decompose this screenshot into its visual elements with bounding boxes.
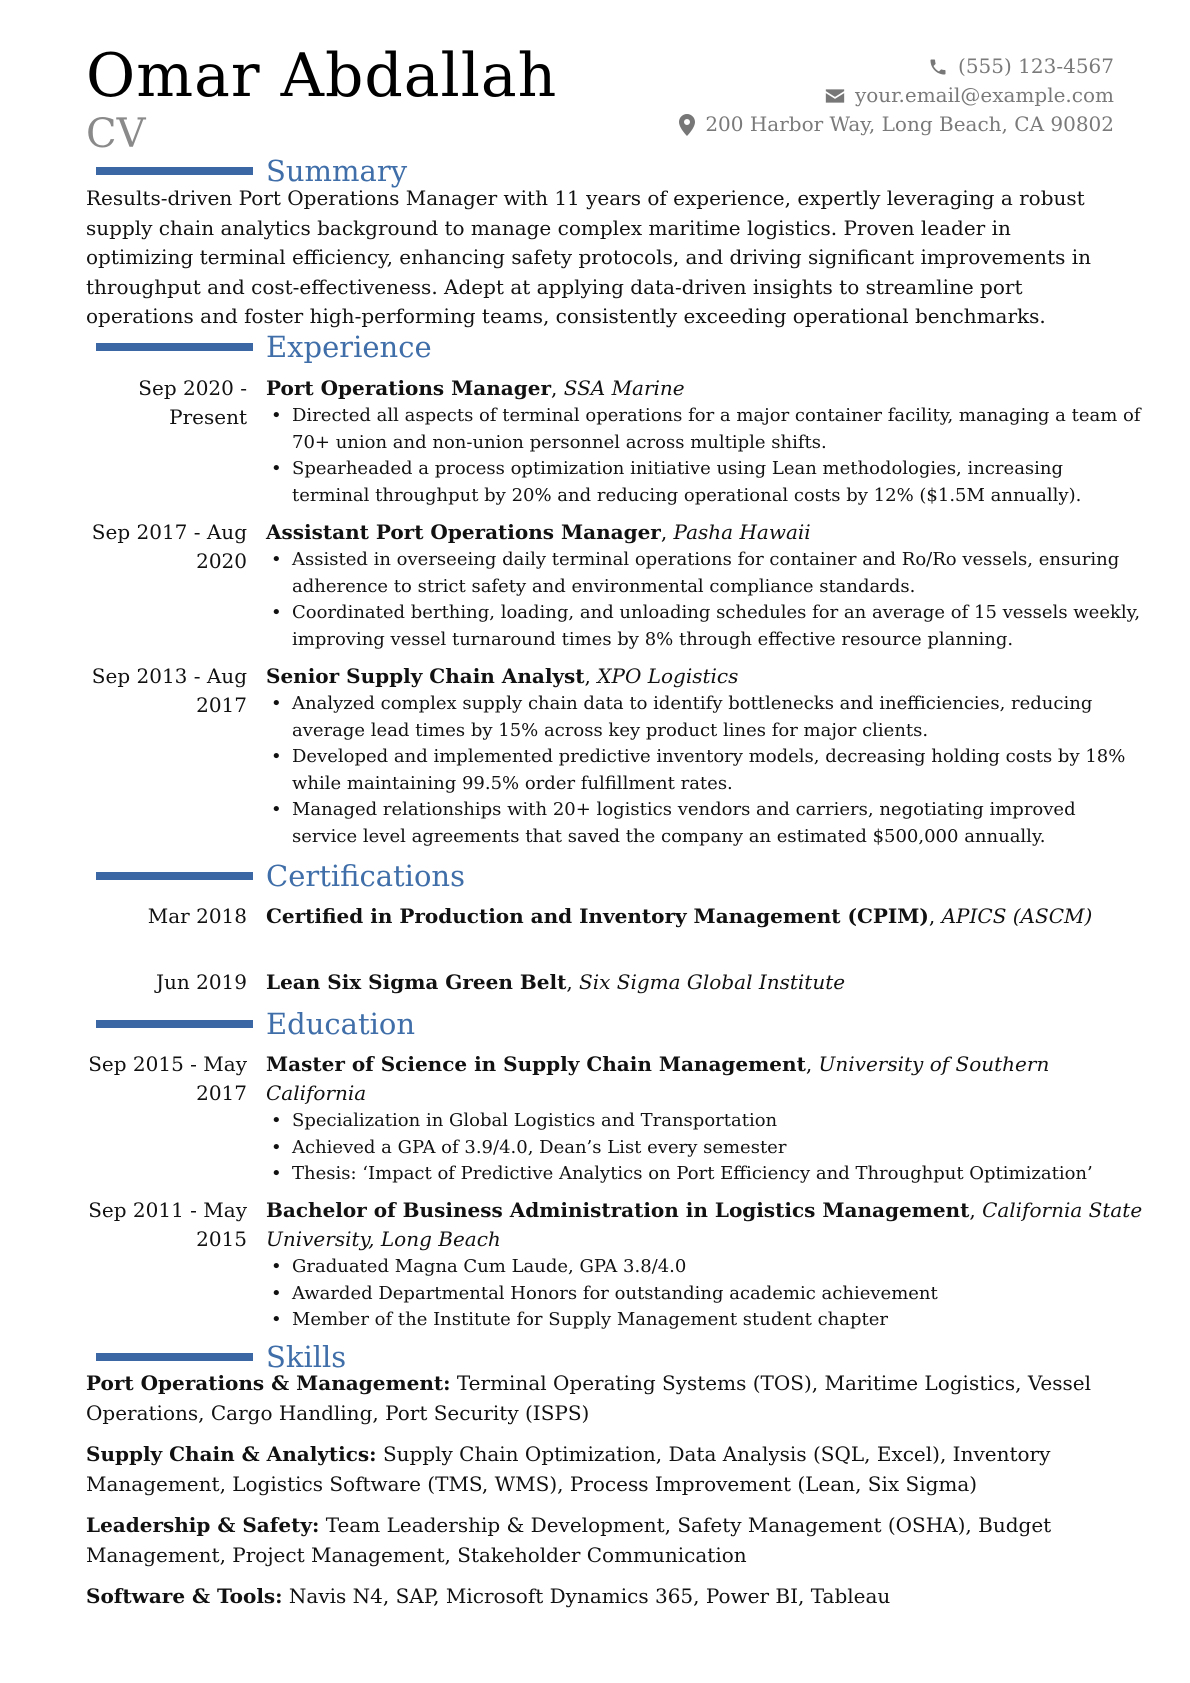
- list-item: • Thesis: ‘Impact of Predictive Analytics on Port Efficiency and Throughput Optimization’: [266, 1161, 1146, 1188]
- section-accent-bar: [96, 343, 253, 351]
- entry-date: Sep 2015 - May 2017: [88, 1052, 247, 1105]
- section-accent-bar: [96, 1020, 253, 1028]
- contact-block: [679, 52, 1114, 139]
- entry-heading: Master of Science in Supply Chain Management, University of Southern California: [266, 1052, 1050, 1105]
- skill-group-text: Terminal Operating Systems (TOS), Maritime Logistics, Vessel Operations, Cargo Handling, Port Security (ISPS): [86, 1371, 1092, 1425]
- list-item: • Assisted in overseeing daily terminal operations for container and Ro/Ro vessels, ensuring adherence to strict safety and environmental compliance standards.: [266, 547, 1146, 600]
- section-title: Education: [266, 1007, 416, 1041]
- address-text: 200 Harbor Way, Long Beach, CA 90802: [705, 112, 1114, 136]
- bullet-list: [266, 403, 1146, 509]
- certifications-section-header: [96, 859, 896, 893]
- issuer: APICS (ASCM): [941, 904, 1093, 928]
- employer: Pasha Hawaii: [673, 520, 811, 544]
- certification-name: Lean Six Sigma Green Belt: [266, 970, 567, 994]
- entry-heading: Port Operations Manager, SSA Marine: [266, 376, 685, 400]
- entry-date: Sep 2011 - May 2015: [88, 1198, 247, 1251]
- degree: Bachelor of Business Administration in Logistics Management: [266, 1198, 970, 1222]
- skill-group-text: Team Leadership & Development, Safety Management (OSHA), Budget Management, Project Management, Stakeholder Communication: [86, 1513, 1052, 1567]
- skills-list: [86, 1369, 1116, 1624]
- skill-group-label: Supply Chain & Analytics:: [86, 1442, 377, 1466]
- list-item: • Awarded Departmental Honors for outstanding academic achievement: [266, 1281, 1146, 1308]
- entry-heading: Bachelor of Business Administration in Logistics Management, California State University, Long Beach: [266, 1198, 1143, 1251]
- summary-section-header: [96, 154, 896, 188]
- list-item: • Developed and implemented predictive inventory models, decreasing holding costs by 18% while maintaining 99.5% order fulfillment rates.: [266, 744, 1146, 797]
- list-item: • Specialization in Global Logistics and Transportation: [266, 1108, 1146, 1135]
- job-title: Port Operations Manager: [266, 376, 551, 400]
- section-title: Experience: [266, 330, 432, 364]
- skill-group-text: Supply Chain Optimization, Data Analysis (SQL, Excel), Inventory Management, Logistics Software (TMS, WMS), Process Improvement (Lean, Six Sigma): [86, 1442, 1051, 1496]
- section-accent-bar: [96, 872, 253, 880]
- experience-section-header: [96, 330, 896, 364]
- entry-heading: Assistant Port Operations Manager, Pasha Hawaii: [266, 520, 811, 544]
- list-item: • Achieved a GPA of 3.9/4.0, Dean’s List every semester: [266, 1135, 1146, 1162]
- address-row: [679, 110, 1114, 139]
- phone-icon: [928, 57, 948, 77]
- email-link[interactable]: your.email@example.com: [854, 83, 1114, 107]
- section-accent-bar: [96, 167, 253, 175]
- skill-group-label: Software & Tools:: [86, 1584, 283, 1608]
- section-title: Skills: [266, 1340, 347, 1374]
- entry-date: Sep 2017 - Aug 2020: [91, 520, 247, 573]
- section-title: Certifications: [266, 859, 465, 893]
- entry-heading: Certified in Production and Inventory Management (CPIM), APICS (ASCM): [266, 904, 1093, 928]
- degree: Master of Science in Supply Chain Management: [266, 1052, 806, 1076]
- education-section-header: [96, 1007, 896, 1041]
- bullet-list: [266, 1254, 1146, 1334]
- entry-date: Sep 2013 - Aug 2017: [91, 664, 247, 717]
- entry-heading: Lean Six Sigma Green Belt, Six Sigma Global Institute: [266, 970, 846, 994]
- skill-group-label: Leadership & Safety:: [86, 1513, 320, 1537]
- skill-group: [86, 1582, 1116, 1612]
- employer: XPO Logistics: [597, 664, 739, 688]
- job-title: Assistant Port Operations Manager: [266, 520, 661, 544]
- email-row: [679, 81, 1114, 110]
- skill-group: [86, 1440, 1116, 1499]
- bullet-list: [266, 1108, 1146, 1188]
- list-item: • Managed relationships with 20+ logistics vendors and carriers, negotiating improved service level agreements that saved the company an estimated $500,000 annually.: [266, 797, 1146, 850]
- skill-group-text: Navis N4, SAP, Microsoft Dynamics 365, Power BI, Tableau: [288, 1584, 891, 1608]
- list-item: • Analyzed complex supply chain data to identify bottlenecks and inefficiencies, reducing average lead times by 15% across key product lines for major clients.: [266, 691, 1146, 744]
- phone-row: [679, 52, 1114, 81]
- school: University of Southern California: [266, 1052, 1050, 1105]
- phone-number: (555) 123-4567: [958, 54, 1114, 78]
- job-title: Senior Supply Chain Analyst: [266, 664, 585, 688]
- entry-date: Jun 2019: [155, 970, 247, 994]
- list-item: • Graduated Magna Cum Laude, GPA 3.8/4.0: [266, 1254, 1146, 1281]
- section-accent-bar: [96, 1353, 253, 1361]
- bullet-list: [266, 547, 1146, 653]
- issuer: Six Sigma Global Institute: [579, 970, 846, 994]
- summary-text: Results-driven Port Operations Manager with 11 years of experience, expertly leveraging a robust supply chain analytics background to manage complex maritime logistics. Proven leader in optimizing terminal efficiency, enhancing safety protocols, and driving significant improvements in throughput and cost-effectiveness. Adept at applying data-driven insights to streamline port operations and foster high-performing teams, consistently exceeding operational benchmarks.: [86, 186, 1091, 328]
- school: California State University, Long Beach: [266, 1198, 1143, 1251]
- skill-group: [86, 1369, 1116, 1428]
- person-name: Omar Abdallah: [86, 41, 558, 111]
- envelope-icon: [825, 88, 845, 104]
- list-item: • Coordinated berthing, loading, and unloading schedules for an average of 15 vessels weekly, improving vessel turnaround times by 8% through effective resource planning.: [266, 600, 1146, 653]
- entry-heading: Senior Supply Chain Analyst, XPO Logistics: [266, 664, 739, 688]
- skill-group-label: Port Operations & Management:: [86, 1371, 451, 1395]
- skill-group: [86, 1511, 1116, 1570]
- document-subtitle: CV: [86, 111, 146, 157]
- entry-date: Mar 2018: [147, 904, 247, 928]
- certification-name: Certified in Production and Inventory Management (CPIM): [266, 904, 929, 928]
- employer: SSA Marine: [563, 376, 685, 400]
- list-item: • Directed all aspects of terminal operations for a major container facility, managing a team of 70+ union and non-union personnel across multiple shifts.: [266, 403, 1146, 456]
- bullet-list: [266, 691, 1146, 850]
- map-pin-icon: [679, 114, 695, 136]
- section-title: Summary: [266, 154, 408, 188]
- list-item: • Spearheaded a process optimization initiative using Lean methodologies, increasing terminal throughput by 20% and reducing operational costs by 12% ($1.5M annually).: [266, 456, 1146, 509]
- list-item: • Member of the Institute for Supply Management student chapter: [266, 1307, 1146, 1334]
- entry-date: Sep 2020 - Present: [138, 376, 247, 429]
